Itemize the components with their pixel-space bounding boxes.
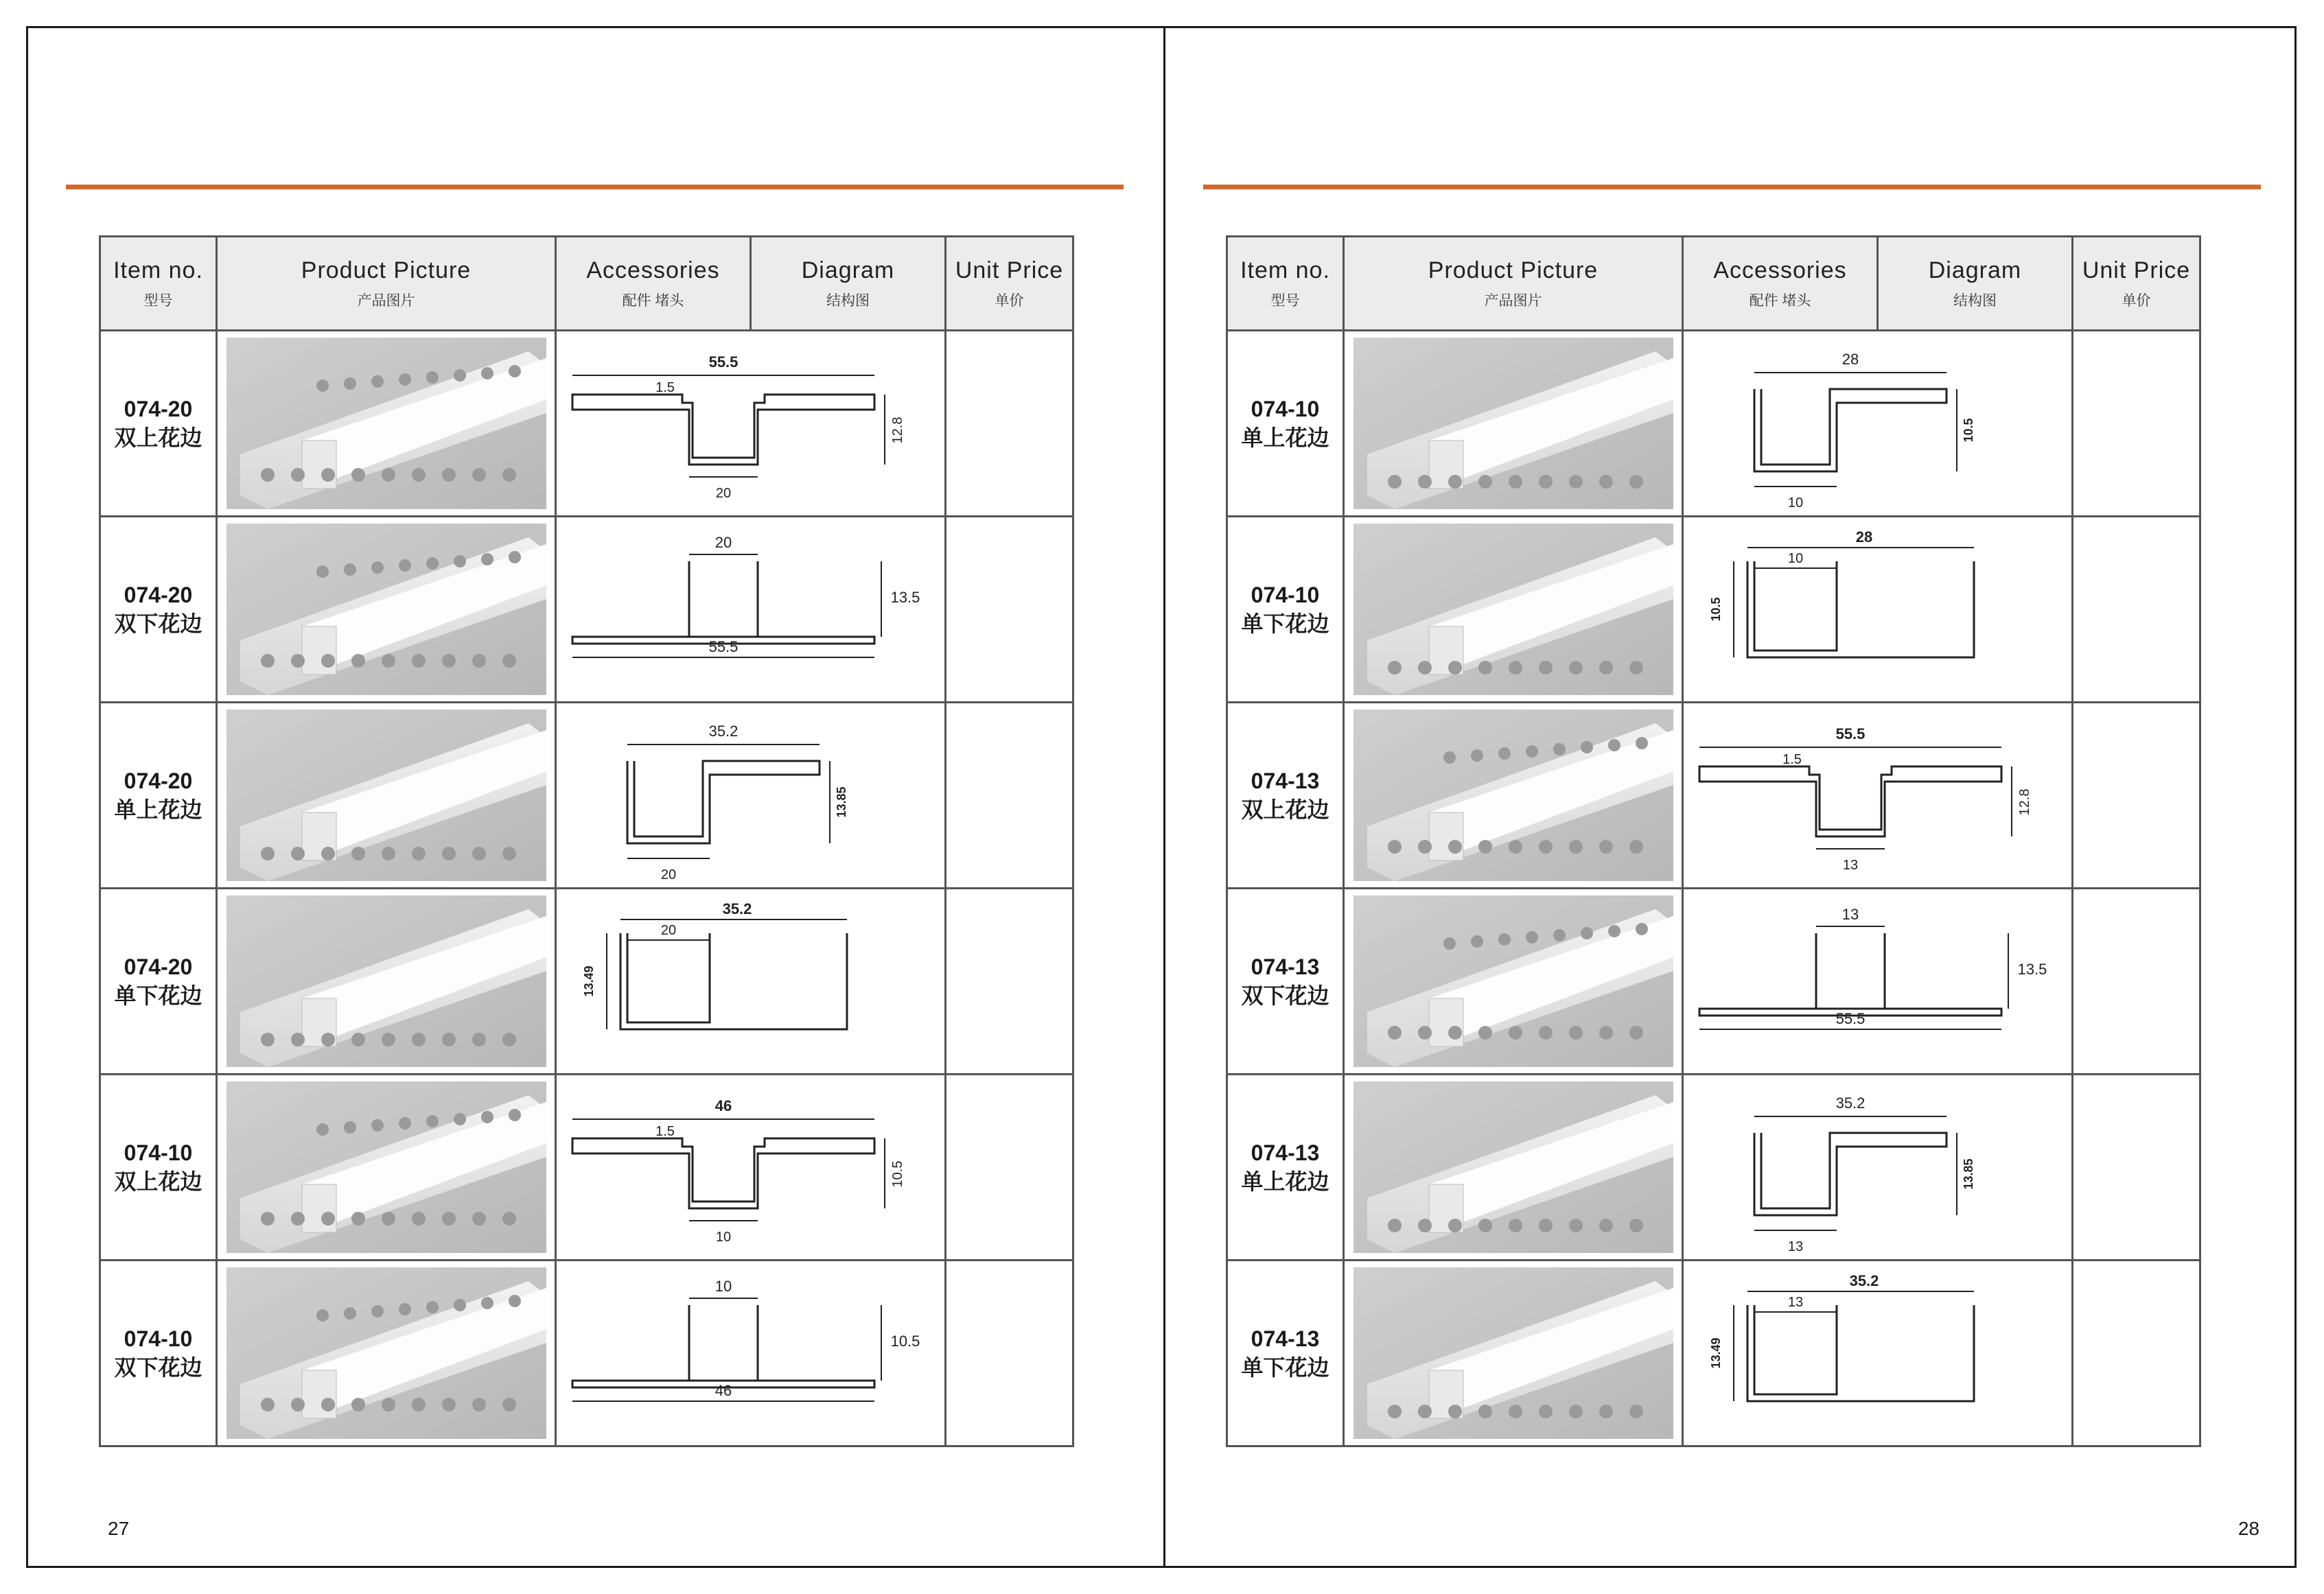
item-code: 074-20 xyxy=(124,769,193,793)
price-cell xyxy=(2073,703,2200,889)
item-name: 双上花边 xyxy=(114,425,202,450)
picture-cell xyxy=(1344,1261,1683,1446)
profile-diagram xyxy=(559,706,943,884)
item-cell xyxy=(1227,889,1344,1075)
product-table xyxy=(99,235,1074,1447)
item-code: 074-20 xyxy=(124,954,193,979)
picture-cell xyxy=(217,1075,556,1261)
picture-cell xyxy=(1344,331,1683,517)
svg-text:13: 13 xyxy=(1787,1239,1803,1254)
svg-text:55.5: 55.5 xyxy=(708,638,738,655)
profile-diagram xyxy=(1686,520,2070,699)
header-accessories: Accessories 配件 堵头 xyxy=(1683,237,1878,331)
header-item-no: Item no. 型号 xyxy=(100,237,217,331)
price-cell xyxy=(2073,331,2200,517)
profile-diagram xyxy=(559,1078,943,1256)
item-name: 双下花边 xyxy=(114,611,202,636)
item-name: 双上花边 xyxy=(114,1169,202,1194)
item-name: 单上花边 xyxy=(1241,1169,1329,1194)
diagram-cell xyxy=(556,703,946,889)
item-code: 074-10 xyxy=(1251,583,1320,607)
item-code: 074-13 xyxy=(1251,769,1320,793)
item-cell xyxy=(1227,1261,1344,1446)
svg-text:46: 46 xyxy=(714,1097,732,1114)
svg-text:1.5: 1.5 xyxy=(1782,752,1802,767)
page-left xyxy=(28,28,1163,1566)
header-picture: Product Picture 产品图片 xyxy=(1344,237,1683,331)
profile-diagram xyxy=(1686,334,2070,513)
item-cell xyxy=(100,331,217,517)
table-row xyxy=(100,889,1073,1075)
profile-diagram xyxy=(1686,892,2070,1070)
svg-text:35.2: 35.2 xyxy=(722,900,752,917)
item-cell xyxy=(1227,517,1344,703)
price-cell xyxy=(2073,517,2200,703)
price-cell xyxy=(946,1261,1073,1446)
header-item-no: Item no. 型号 xyxy=(1227,237,1344,331)
profile-diagram xyxy=(1686,706,2070,884)
svg-text:13.5: 13.5 xyxy=(2017,961,2047,978)
item-cell xyxy=(100,703,217,889)
picture-cell xyxy=(217,517,556,703)
svg-text:13.5: 13.5 xyxy=(890,589,920,606)
diagram-cell xyxy=(1683,889,2073,1075)
svg-text:35.2: 35.2 xyxy=(708,723,738,740)
diagram-cell xyxy=(1683,1261,2073,1446)
table-header-row xyxy=(1227,237,2200,331)
price-cell xyxy=(2073,889,2200,1075)
svg-text:1.5: 1.5 xyxy=(655,1124,675,1139)
table-row xyxy=(1227,889,2200,1075)
item-code: 074-13 xyxy=(1251,954,1320,979)
svg-text:28: 28 xyxy=(1841,351,1859,368)
svg-text:10: 10 xyxy=(1787,495,1803,511)
svg-text:13.49: 13.49 xyxy=(1708,1337,1723,1369)
product-photo xyxy=(1353,338,1673,509)
header-picture: Product Picture 产品图片 xyxy=(217,237,556,331)
svg-text:13: 13 xyxy=(1842,858,1858,873)
item-name: 单下花边 xyxy=(1241,1355,1329,1380)
product-photo xyxy=(1353,1081,1673,1253)
price-cell xyxy=(946,517,1073,703)
header-rule xyxy=(66,185,1124,189)
header-diagram: Diagram 结构图 xyxy=(751,237,946,331)
svg-text:20: 20 xyxy=(660,923,676,938)
diagram-cell xyxy=(556,331,946,517)
svg-text:10.5: 10.5 xyxy=(890,1333,920,1350)
page-right xyxy=(1165,28,2301,1566)
svg-text:10: 10 xyxy=(1787,551,1803,566)
header-unit-price: Unit Price 单价 xyxy=(946,237,1073,331)
item-cell xyxy=(1227,1075,1344,1261)
product-photo xyxy=(1353,710,1673,881)
profile-diagram xyxy=(559,892,943,1070)
picture-cell xyxy=(1344,889,1683,1075)
picture-cell xyxy=(217,1261,556,1446)
svg-text:13.85: 13.85 xyxy=(1961,1158,1975,1190)
diagram-cell xyxy=(556,517,946,703)
item-cell xyxy=(100,517,217,703)
product-photo xyxy=(1353,524,1673,695)
table-row xyxy=(1227,703,2200,889)
svg-text:12.8: 12.8 xyxy=(2017,788,2032,816)
item-code: 074-13 xyxy=(1251,1140,1320,1165)
svg-text:20: 20 xyxy=(660,867,676,882)
item-name: 单下花边 xyxy=(1241,611,1329,636)
picture-cell xyxy=(217,331,556,517)
svg-text:10.5: 10.5 xyxy=(1708,597,1723,622)
item-name: 双下花边 xyxy=(1241,983,1329,1008)
page-number: 28 xyxy=(2238,1518,2259,1539)
item-code: 074-20 xyxy=(124,583,193,607)
header-diagram: Diagram 结构图 xyxy=(1878,237,2073,331)
svg-text:10: 10 xyxy=(714,1278,732,1295)
table-row xyxy=(100,1261,1073,1446)
profile-diagram xyxy=(559,334,943,513)
picture-cell xyxy=(1344,517,1683,703)
product-photo xyxy=(226,338,546,509)
svg-text:10.5: 10.5 xyxy=(1961,418,1975,443)
profile-diagram xyxy=(1686,1264,2070,1442)
item-cell xyxy=(100,1261,217,1446)
product-photo xyxy=(226,524,546,695)
svg-text:46: 46 xyxy=(714,1382,732,1399)
svg-text:55.5: 55.5 xyxy=(708,353,738,371)
product-photo xyxy=(226,1267,546,1439)
header-rule xyxy=(1203,185,2261,189)
svg-text:1.5: 1.5 xyxy=(655,380,675,395)
product-photo xyxy=(1353,1267,1673,1439)
svg-text:35.2: 35.2 xyxy=(1835,1094,1865,1112)
table-row xyxy=(100,703,1073,889)
price-cell xyxy=(2073,1075,2200,1261)
item-name: 双上花边 xyxy=(1241,797,1329,822)
table-row xyxy=(1227,517,2200,703)
svg-text:28: 28 xyxy=(1855,528,1872,546)
item-name: 单下花边 xyxy=(114,983,202,1008)
item-name: 单上花边 xyxy=(1241,425,1329,450)
svg-text:20: 20 xyxy=(714,534,732,551)
item-code: 074-13 xyxy=(1251,1326,1320,1351)
svg-text:35.2: 35.2 xyxy=(1849,1272,1879,1289)
table-row xyxy=(100,331,1073,517)
item-code: 074-10 xyxy=(124,1140,193,1165)
diagram-cell xyxy=(1683,1075,2073,1261)
picture-cell xyxy=(217,889,556,1075)
diagram-cell xyxy=(556,889,946,1075)
table-row xyxy=(1227,1261,2200,1446)
table-row xyxy=(100,1075,1073,1261)
table-header-row xyxy=(100,237,1073,331)
price-cell xyxy=(946,1075,1073,1261)
product-photo xyxy=(1353,895,1673,1067)
picture-cell xyxy=(1344,703,1683,889)
item-name: 单上花边 xyxy=(114,797,202,822)
diagram-cell xyxy=(1683,517,2073,703)
table-row xyxy=(1227,1075,2200,1261)
header-accessories: Accessories 配件 堵头 xyxy=(556,237,751,331)
svg-text:55.5: 55.5 xyxy=(1835,1010,1865,1027)
price-cell xyxy=(946,889,1073,1075)
table-row xyxy=(100,517,1073,703)
product-photo xyxy=(226,895,546,1067)
item-name: 双下花边 xyxy=(114,1355,202,1380)
item-code: 074-20 xyxy=(124,397,193,421)
profile-diagram xyxy=(1686,1078,2070,1256)
item-code: 074-10 xyxy=(124,1326,193,1351)
profile-diagram xyxy=(559,1264,943,1442)
svg-text:13: 13 xyxy=(1787,1295,1803,1310)
svg-text:20: 20 xyxy=(715,486,731,501)
svg-text:13.85: 13.85 xyxy=(834,786,848,818)
product-table xyxy=(1226,235,2201,1447)
page-number: 27 xyxy=(108,1518,130,1539)
svg-text:13: 13 xyxy=(1841,906,1859,923)
price-cell xyxy=(946,331,1073,517)
item-cell xyxy=(1227,703,1344,889)
svg-text:12.8: 12.8 xyxy=(890,417,905,444)
price-cell xyxy=(2073,1261,2200,1446)
svg-text:10: 10 xyxy=(715,1230,731,1245)
diagram-cell xyxy=(1683,331,2073,517)
price-cell xyxy=(946,703,1073,889)
item-cell xyxy=(100,1075,217,1261)
svg-text:55.5: 55.5 xyxy=(1835,725,1865,742)
svg-text:13.49: 13.49 xyxy=(581,965,596,997)
diagram-cell xyxy=(556,1075,946,1261)
product-photo xyxy=(226,710,546,881)
catalog-spread xyxy=(26,26,2297,1568)
diagram-cell xyxy=(556,1261,946,1446)
item-cell xyxy=(1227,331,1344,517)
svg-text:10.5: 10.5 xyxy=(890,1160,905,1188)
header-unit-price: Unit Price 单价 xyxy=(2073,237,2200,331)
item-cell xyxy=(100,889,217,1075)
diagram-cell xyxy=(1683,703,2073,889)
picture-cell xyxy=(217,703,556,889)
table-row xyxy=(1227,331,2200,517)
profile-diagram xyxy=(559,520,943,699)
picture-cell xyxy=(1344,1075,1683,1261)
item-code: 074-10 xyxy=(1251,397,1320,421)
product-photo xyxy=(226,1081,546,1253)
